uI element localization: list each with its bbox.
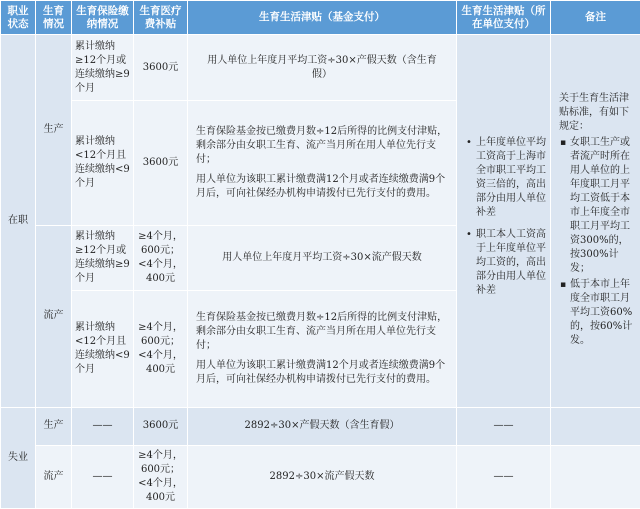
header-remarks: 备注 (551, 1, 640, 35)
header-status: 职业状态 (1, 1, 36, 35)
medical-cell: 3600元 (134, 35, 188, 101)
header-employer-allowance: 生育生活津贴（所在单位支付） (457, 1, 551, 35)
status-unemployed: 失业 (1, 407, 36, 508)
remarks-intro: 关于生育生活津贴标准，有如下规定： (559, 93, 629, 133)
table-row (1, 446, 640, 509)
remarks-cell (551, 35, 640, 407)
list-item: • 上年度单位平均工资高于上海市全市职工平均工资三倍的，高出部分由用人单位补差 (476, 136, 547, 220)
header-situation: 生育情况 (36, 1, 72, 35)
insurance-cell: —— (72, 407, 134, 445)
table-row (1, 407, 640, 445)
header-insurance: 生育保险缴纳情况 (72, 1, 134, 35)
header-row (1, 1, 640, 35)
header-medical: 生育医疗费补贴 (134, 1, 188, 35)
fund-cell: 用人单位上年度月平均工资÷30×产假天数（含生育假） (188, 35, 457, 101)
remarks-list (559, 136, 637, 348)
fund-paragraph: 生育保险基金按已缴费月数÷12后所得的比例支付津贴，剩余部分由女职工生育、流产当月所在用人单位先行支付； (196, 312, 448, 352)
insurance-cell: 累计缴纳<12个月且连续缴纳<9个月 (72, 101, 134, 225)
insurance-cell: —— (72, 446, 134, 509)
table-row (1, 35, 640, 101)
employer-allowance-cell: —— (457, 446, 551, 509)
status-employed: 在职 (1, 35, 36, 407)
insurance-cell: 累计缴纳≥12个月或连续缴纳≥9个月 (72, 225, 134, 291)
insurance-cell: 累计缴纳≥12个月或连续缴纳≥9个月 (72, 35, 134, 101)
medical-cell: ≥4个月，600元；<4个月，400元 (134, 291, 188, 407)
situation-miscarriage: 流产 (36, 446, 72, 509)
situation-birth: 生产 (36, 35, 72, 225)
list-item: • 职工本人工资高于上年度单位平均工资的，高出部分由用人单位补差 (476, 228, 547, 298)
insurance-cell: 累计缴纳<12个月且连续缴纳<9个月 (72, 291, 134, 407)
employer-rules-list (465, 136, 547, 298)
medical-cell: 3600元 (134, 407, 188, 445)
remarks-cell (551, 446, 640, 509)
situation-miscarriage: 流产 (36, 225, 72, 407)
list-item: ▪ 低于本市上年度全市职工月平均工资60%的，按60%计发。 (570, 278, 637, 348)
medical-cell: ≥4个月，600元；<4个月，400元 (134, 225, 188, 291)
fund-cell: 2892÷30×流产假天数 (188, 446, 457, 509)
fund-cell (188, 291, 457, 407)
employer-allowance-cell (457, 35, 551, 407)
fund-cell (188, 101, 457, 225)
situation-birth: 生产 (36, 407, 72, 445)
fund-paragraph: 用人单位为该职工累计缴费满12个月或者连续缴费满9个月后，可向社保经办机构申请拨付已先行支付的费用。 (196, 173, 446, 199)
fund-cell: 用人单位上年度月平均工资÷30×流产假天数 (188, 225, 457, 291)
medical-cell: 3600元 (134, 101, 188, 225)
remarks-cell (551, 407, 640, 445)
fund-paragraph: 用人单位为该职工累计缴费满12个月或者连续缴费满9个月后，可向社保经办机构申请拨付已先行支付的费用。 (196, 360, 446, 386)
header-fund-allowance: 生育生活津贴（基金支付） (188, 1, 457, 35)
fund-paragraph: 生育保险基金按已缴费月数÷12后所得的比例支付津贴，剩余部分由女职工生育、流产当月所在用人单位先行支付； (196, 125, 448, 165)
list-item: ▪ 女职工生产或者流产时所在用人单位的上年度职工月平均工资低于本市上年度全市职工月平均工资300%的，按300%计发； (570, 136, 637, 276)
fund-cell: 2892÷30×产假天数（含生育假） (188, 407, 457, 445)
employer-allowance-cell: —— (457, 407, 551, 445)
medical-cell: ≥4个月，600元；<4个月，400元 (134, 446, 188, 509)
